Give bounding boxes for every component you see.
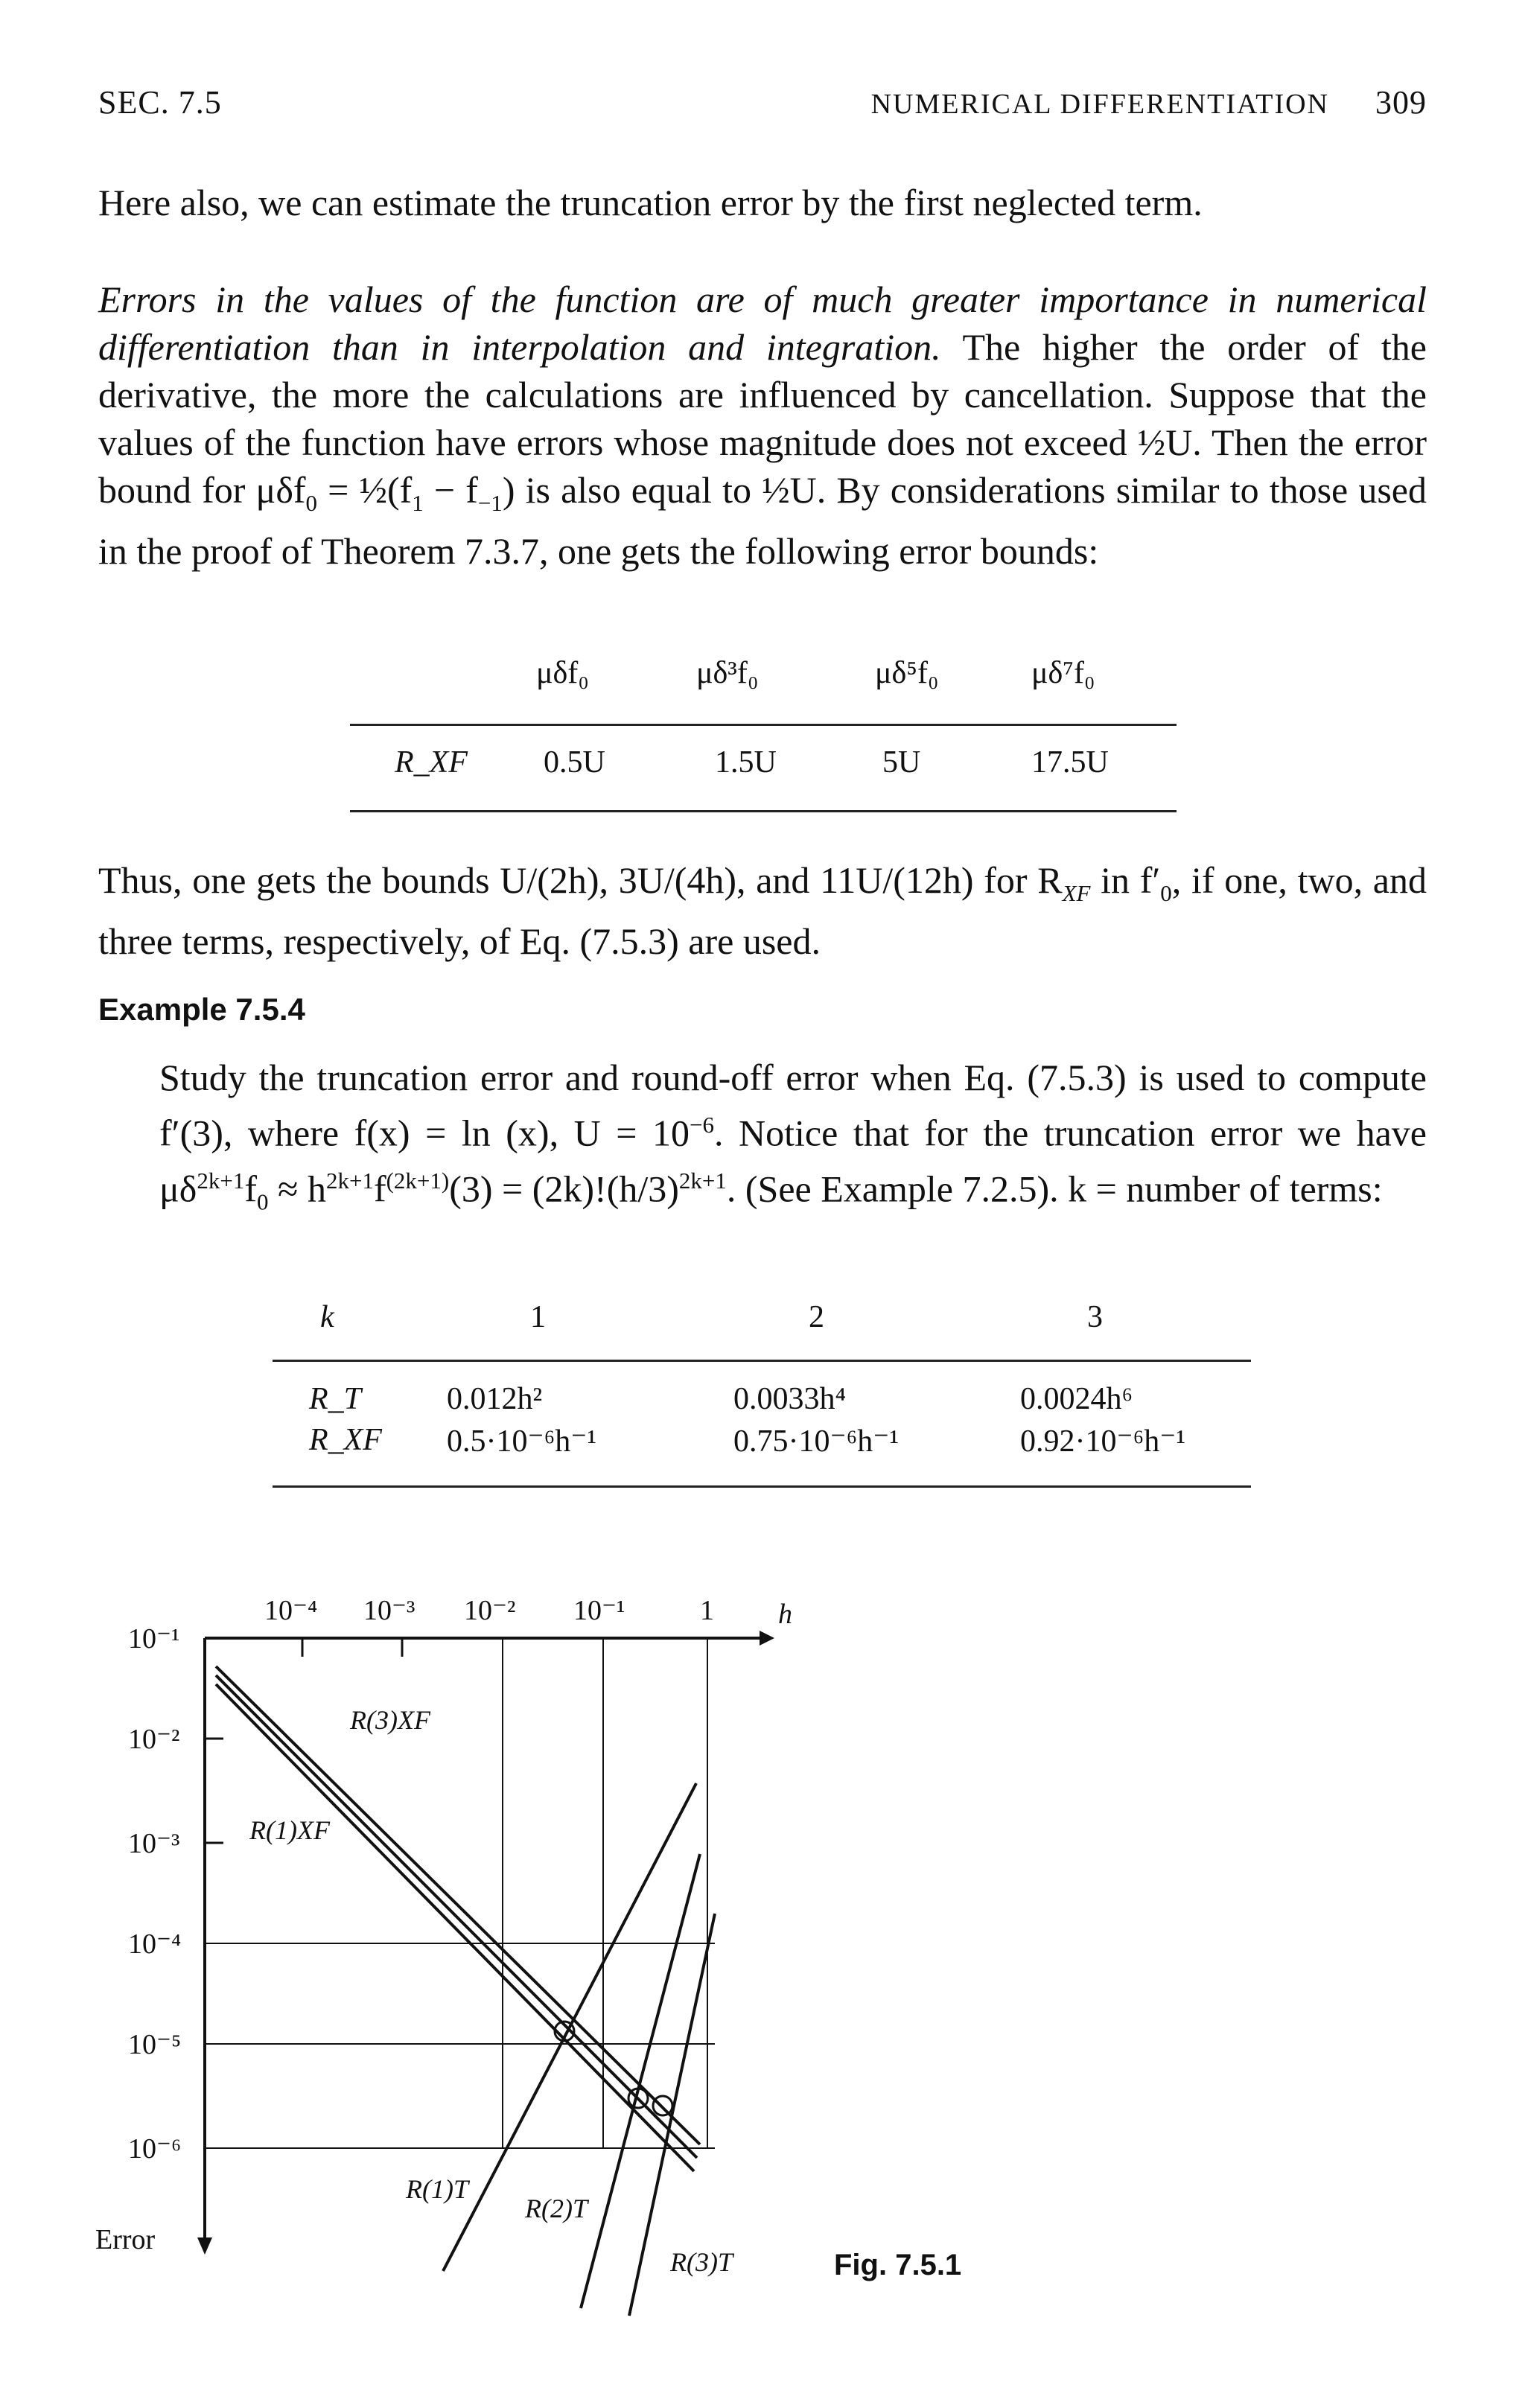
table1-value-3: 5U [882,745,921,780]
table2-k-1: 1 [530,1300,546,1334]
paragraph-bounds: Thus, one gets the bounds U/(2h), 3U/(4h), and 11U/(12h) for $R_{XF}$ in $f'_0$, if one, two, and three terms, respectively, of Eq. (7.5.3) are used. [98,859,1427,962]
rxf-line-1 [216,1666,700,2144]
table2-rxf-1: 0.5·10⁻⁶h⁻¹ [447,1424,597,1459]
table1-row-label: R_XF [395,745,468,780]
table1-value-1: 0.5U [544,745,605,780]
y-tick-label: 10⁻⁵ [128,2029,182,2060]
table2-rt-3: 0.0024h⁶ [1020,1382,1133,1416]
italic-statement: Errors in the values of the function are of much greater importance in numerical differentiation than in interpolation and integration. [98,278,1427,368]
table2-k-3: 3 [1087,1300,1103,1334]
example-title: Example 7.5.4 [98,992,305,1027]
table1-header-2: μδ³f₀ [696,656,759,690]
table2-k-2: 2 [809,1300,824,1334]
table1-header-4: μδ⁷f₀ [1031,656,1095,690]
curve-label-rt2: R(2)T [525,2194,588,2223]
table2-rt-1: 0.012h² [447,1382,543,1416]
figure-caption: Fig. 7.5.1 [834,2249,962,2281]
y-tick-label: 10⁻³ [128,1828,180,1859]
curve-label-rt3: R(3)T [670,2247,733,2277]
page-number: 309 [1375,84,1427,121]
figure-labels [95,1595,792,2277]
y-tick-label: 10⁻¹ [128,1623,180,1654]
x-tick-label: 10⁻⁴ [264,1595,318,1626]
table1-value-2: 1.5U [715,745,777,780]
figure-axes [197,1631,774,2316]
running-title: NUMERICAL DIFFERENTIATION [870,89,1329,120]
error-axis-arrow [197,2237,212,2255]
curve-label-rxf1: R(1)XF [249,1815,330,1845]
curve-label-rxf3: R(3)XF [350,1705,430,1735]
table1-header-3: μδ⁵f₀ [875,656,939,690]
paragraph-example: Study the truncation error and round-off error when Eq. (7.5.3) is used to compute f′(3), where f(x) = ln (x), $U = 10^{-6}$. Notice that for the truncation error we have $\mu\delta^{2k+1}f_0 \approx h^{2k+1}f^{(2k+1)}(3) = (2k)!(h/3)^{2k+1}$. (See Example 7.2.5). k = number of terms: [159,1057,1427,1215]
rxf-line-2 [216,1675,697,2158]
rt-line-2 [581,1854,700,2308]
table2-rxf-3: 0.92·10⁻⁶h⁻¹ [1020,1424,1186,1459]
table2-row-label-rt: R_T [309,1382,362,1416]
x-axis-label: h [778,1599,792,1630]
y-tick-label: 10⁻² [128,1724,180,1755]
paragraph-errors: Errors in the values of the function are of much greater importance in numerical differentiation than in interpolation and integration. The higher the order of the derivative, the more the calculations are influenced by cancellation. Suppose that the values of the function have errors whose magnitude does not exceed ½U. Then the error bound for $\mu\delta f_0 = \frac{1}{2}(f_1 - f_{-1})$ is also equal to ½U. By considerations similar to those used in the proof of Theorem 7.3.7, one gets the following error bounds: [98,278,1427,572]
section-label: SEC. 7.5 [98,84,222,121]
table2-rt-2: 0.0033h⁴ [733,1382,847,1416]
y-axis-label: Error [95,2224,156,2255]
paragraph-truncation: Here also, we can estimate the truncation error by the first neglected term. [98,182,1203,223]
x-tick-label: 10⁻² [464,1595,516,1626]
x-tick-label: 1 [700,1595,714,1626]
h-axis-arrow [760,1631,774,1646]
curve-label-rt1: R(1)T [406,2174,468,2204]
x-tick-label: 10⁻³ [363,1595,416,1626]
table2-rxf-2: 0.75·10⁻⁶h⁻¹ [733,1424,900,1459]
x-tick-label: 10⁻¹ [573,1595,625,1626]
table2-k-label: k [320,1300,334,1334]
y-tick-label: 10⁻⁴ [128,1928,182,1960]
table1-header-1: μδf₀ [536,656,589,690]
table2-row-label-rxf: R_XF [309,1423,382,1457]
y-tick-label: 10⁻⁶ [128,2133,182,2165]
table1-value-4: 17.5U [1031,745,1109,780]
